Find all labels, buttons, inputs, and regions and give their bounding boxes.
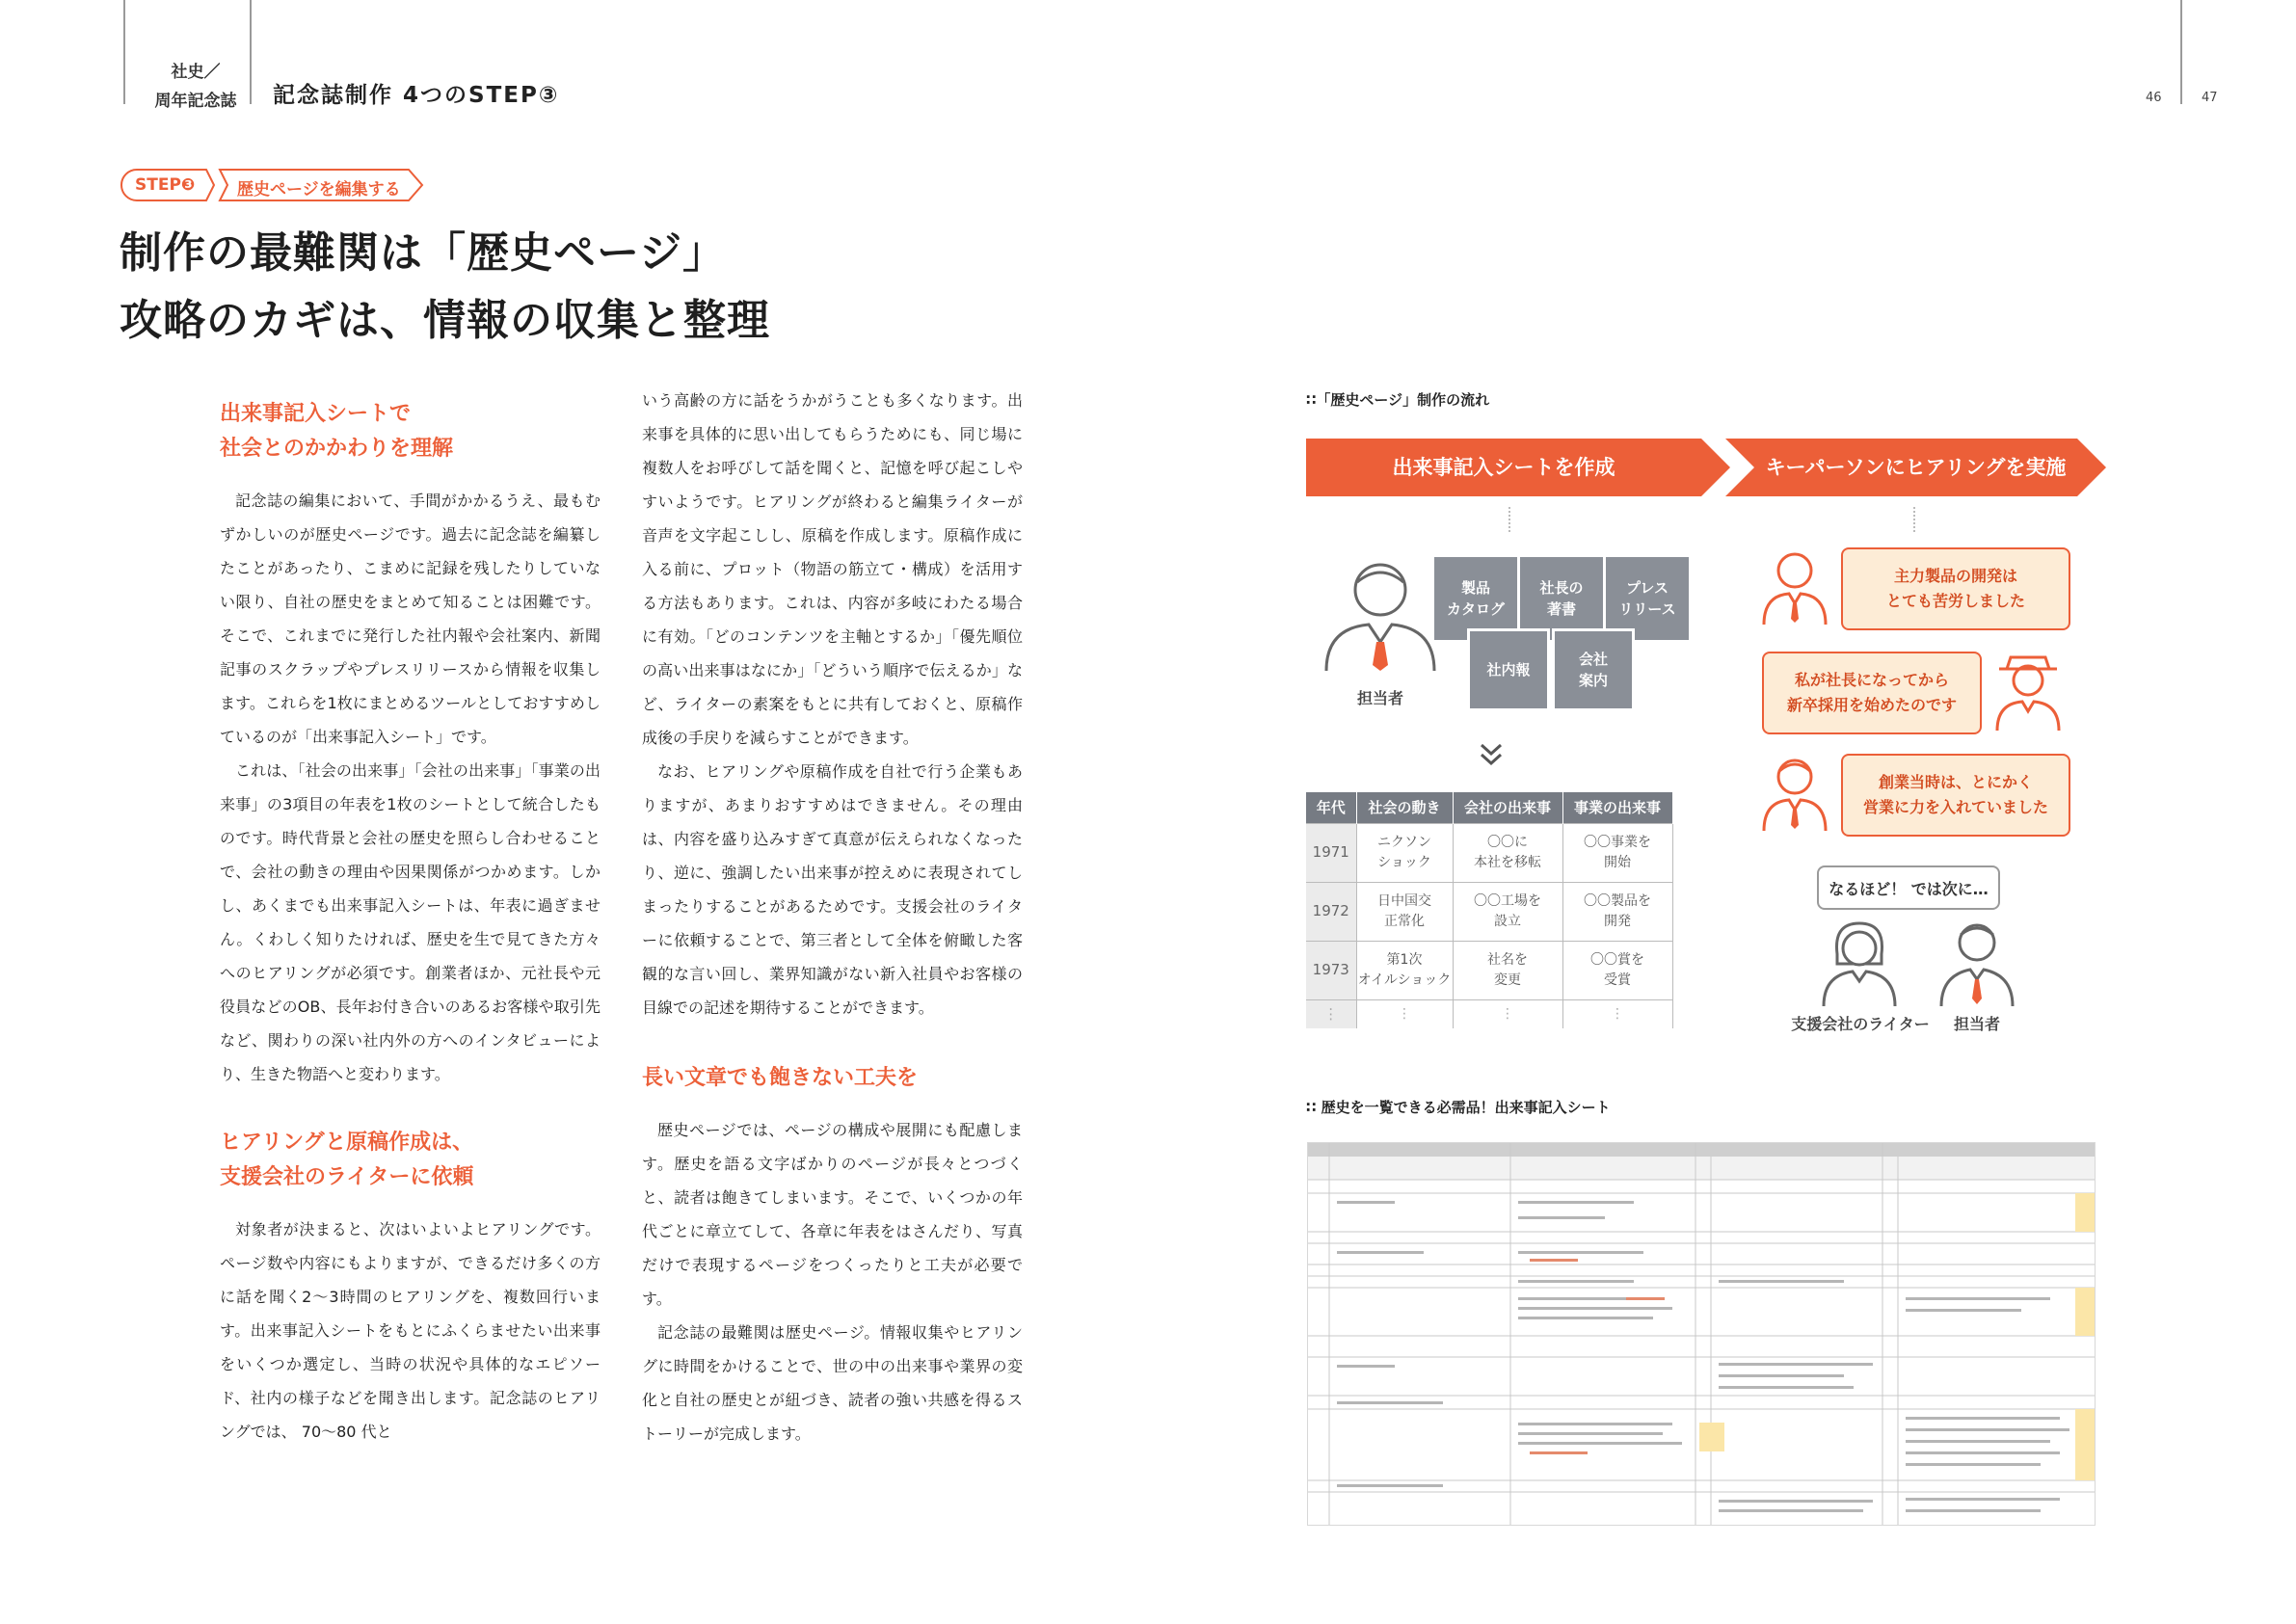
table-header-cell: 社会の動き <box>1356 792 1453 823</box>
quote-text: 創業当時は、とにかく 営業に力を入れていました <box>1862 773 2048 816</box>
table-row <box>1306 823 1672 882</box>
interviewee-2-icon <box>1989 652 2067 732</box>
interviewee-1-icon <box>1756 547 1833 628</box>
table-cell: ⋮ <box>1453 999 1562 1028</box>
table-cell-year: 1972 <box>1306 882 1356 941</box>
subhead-hearing: ヒアリングと原稿作成は、 支援会社のライターに依頼 <box>220 1131 474 1189</box>
page-number-left: 46 <box>2146 91 2162 105</box>
doc-label: 社内報 <box>1486 661 1531 679</box>
table-header-cell: 事業の出来事 <box>1562 792 1672 823</box>
staff-person-icon <box>1313 557 1448 682</box>
doc-company-newsletter <box>1467 628 1550 711</box>
table-cell: 〇〇製品を 開発 <box>1562 882 1672 941</box>
body-paragraph: 歴史ページでは、ページの構成や展開にも配慮します。歴史を語る文字ばかりのページが長々とつづくと、読者は飽きてしまいます。そこで、いくつかの年代ごとに章立てして、各章に年表をはさんだり、写真だけで表現するページをつくったりと工夫が必要です。 <box>642 1121 1023 1308</box>
quote-bubble-3 <box>1841 754 2070 837</box>
table-cell: 〇〇事業を 開始 <box>1562 823 1672 882</box>
table-header-cell: 年代 <box>1306 792 1356 823</box>
step-number: STEP❸ <box>135 175 196 195</box>
subhead-event-sheet: 出来事記入シートで 社会とのかかわりを理解 <box>220 402 454 461</box>
body-paragraph: これは、「社会の出来事」「会社の出来事」「事業の出来事」の3項目の年表を1枚のシートとして統合したものです。時代背景と会社の歴史を照らし合わせることで、会社の動きの理由や因果関係がつかめます。しかし、あくまでも出来事記入シートは、年表に過ぎません。くわしく知りたければ、歴史を生で見てきた方々へのヒアリングが必須です。創業者ほか、元社長や元役員などのOB、長年お付き合いのあるお客様や取引先など、関わりの深い社内外の方へのインタビューにより、生きた物語へと変わります。 <box>220 761 601 1083</box>
table-row <box>1306 941 1672 999</box>
doc-label: 社長の 著書 <box>1539 579 1584 618</box>
staff-caption: 担当者 <box>1356 689 1403 707</box>
staff-person-2-icon <box>1934 916 2020 1008</box>
doc-company-brochure <box>1552 628 1635 711</box>
quote-text: 私が社長になってから 新卒採用を始めたのです <box>1786 671 1957 714</box>
table-row <box>1306 999 1672 1028</box>
headline-line1: 制作の最難関は「歴史ページ」 <box>120 228 727 278</box>
doc-label: 製品 カタログ <box>1446 579 1505 618</box>
body-paragraph: 対象者が決まると、次はいよいよヒアリングです。ページ数や内容にもよりますが、できるだけ多くの方に話を聞く2〜3時間のヒアリングを、複数回行います。出来事記入シートをもとにふくらませたい出来事をいくつか選定し、当時の状況や具体的なエピソード、社内の様子などを聞き出します。記念誌のヒアリングでは、 70〜80 代と <box>220 1220 601 1441</box>
subhead-long-text: 長い文章でも飽きない工夫を <box>642 1066 919 1090</box>
header-title: 記念誌制作 4つのSTEP③ <box>273 83 560 108</box>
table-cell-year: ⋮ <box>1306 999 1356 1028</box>
table-cell: ニクソン ショック <box>1356 823 1453 882</box>
body-paragraph: なお、ヒアリングや原稿作成を自社で行う企業もありますが、あまりおすすめはできません。その理由は、内容を盛り込みすぎて真意が伝えられなくなったり、逆に、強調したい出来事が控えめに表現されてしまったりすることがあるためです。支援会社のライターに依頼することで、第三者として全体を俯瞰した客観的な言い回し、業界知識がない新入社員やお客様の目線での記述を期待することができます。 <box>642 762 1023 1017</box>
event-sheet-sample-table <box>1306 792 1673 1028</box>
table-cell: 日中国交 正常化 <box>1356 882 1453 941</box>
writer-person-icon <box>1816 916 1903 1008</box>
body-paragraph: いう高齢の方に話をうかがうことも多くなります。出来事を具体的に思い出してもらうためにも、同じ場に複数人をお呼びして話を聞くと、記憶を呼び起こしやすいようです。ヒアリングが終わると編集ライターが音声を文字起こしし、原稿を作成します。原稿作成に入る前に、プロット（物語の筋立て・構成）を活用する方法もあります。これは、内容が多岐にわたる場合に有効。「どのコンテンツを主軸とするか」「優先順位の高い出来事はなにか」「どういう順序で伝えるか」など、ライターの素案をもとに共有しておくと、原稿作成後の手戻りを減らすことができます。 <box>642 391 1023 747</box>
header-category: 社史／ 周年記念誌 <box>154 63 237 111</box>
table-cell: 社名を 変更 <box>1453 941 1562 999</box>
flow-connector-left <box>1508 507 1510 532</box>
doc-label: 会社 案内 <box>1578 651 1608 689</box>
table-cell: ⋮ <box>1356 999 1453 1028</box>
flow-connector-right <box>1913 507 1915 532</box>
event-sheet-grid <box>1308 1143 2096 1526</box>
flow-step-2: キーパーソンにヒアリングを実施 <box>1725 439 2106 496</box>
header-rule-left <box>123 0 125 104</box>
sheet-section-label: ∷ 歴史を一覧できる必需品！出来事記入シート <box>1306 1099 1611 1116</box>
text-column-2 <box>642 384 1023 1451</box>
body-paragraph: 記念誌の最難関は歴史ページ。情報収集やヒアリングに時間をかけることで、世の中の出来事や業界の変化と自社の歴史とが紐づき、読者の強い共感を得るストーリーが完成します。 <box>642 1323 1023 1443</box>
table-cell: 〇〇に 本社を移転 <box>1453 823 1562 882</box>
quote-text: 主力製品の開発は とても苦労しました <box>1885 567 2025 610</box>
headline-line2: 攻略のカギは、情報の収集と整理 <box>120 296 770 345</box>
table-cell: 〇〇工場を 設立 <box>1453 882 1562 941</box>
body-paragraph: 記念誌の編集において、手間がかかるうえ、最もむずかしいのが歴史ページです。過去に記念誌を編纂したことがあったり、こまめに記録を残したりしていない限り、自社の歴史をまとめて知ることは困難です。そこで、これまでに発行した社内報や会社案内、新聞記事のスクラップやプレスリリースから情報を収集します。これらを1枚にまとめるツールとしておすすめしているのが「出来事記入シート」です。 <box>220 492 601 746</box>
staff-caption-2: 担当者 <box>1953 1015 2000 1033</box>
table-cell: 第1次 オイルショック <box>1356 941 1453 999</box>
quote-bubble-2 <box>1762 652 1982 734</box>
table-cell-year: 1973 <box>1306 941 1356 999</box>
flow-step-1: 出来事記入シートを作成 <box>1306 439 1730 496</box>
table-cell: 〇〇賞を 受賞 <box>1562 941 1672 999</box>
chevron-down-icon <box>1477 740 1506 769</box>
reply-bubble: なるほど！ では次に… <box>1817 865 2000 910</box>
writer-caption: 支援会社のライター <box>1791 1015 1930 1033</box>
quote-bubble-1 <box>1841 547 2070 630</box>
table-row <box>1306 882 1672 941</box>
page-number-right: 47 <box>2202 91 2218 105</box>
table-cell-year: 1971 <box>1306 823 1356 882</box>
doc-label: プレス リリース <box>1618 579 1676 618</box>
header-rule-right <box>2180 0 2182 104</box>
table-header-cell: 会社の出来事 <box>1453 792 1562 823</box>
table-header-row <box>1306 792 1672 823</box>
page-headline <box>120 220 770 355</box>
header-rule-mid <box>250 0 252 104</box>
event-sheet-thumbnail <box>1307 1142 2096 1526</box>
interviewee-3-icon <box>1756 754 1833 835</box>
text-column-1 <box>220 397 601 1449</box>
step-label: 歴史ページを編集する <box>237 180 401 200</box>
table-cell: ⋮ <box>1562 999 1672 1028</box>
flow-section-label: ∷「歴史ページ」制作の流れ <box>1306 391 1490 409</box>
